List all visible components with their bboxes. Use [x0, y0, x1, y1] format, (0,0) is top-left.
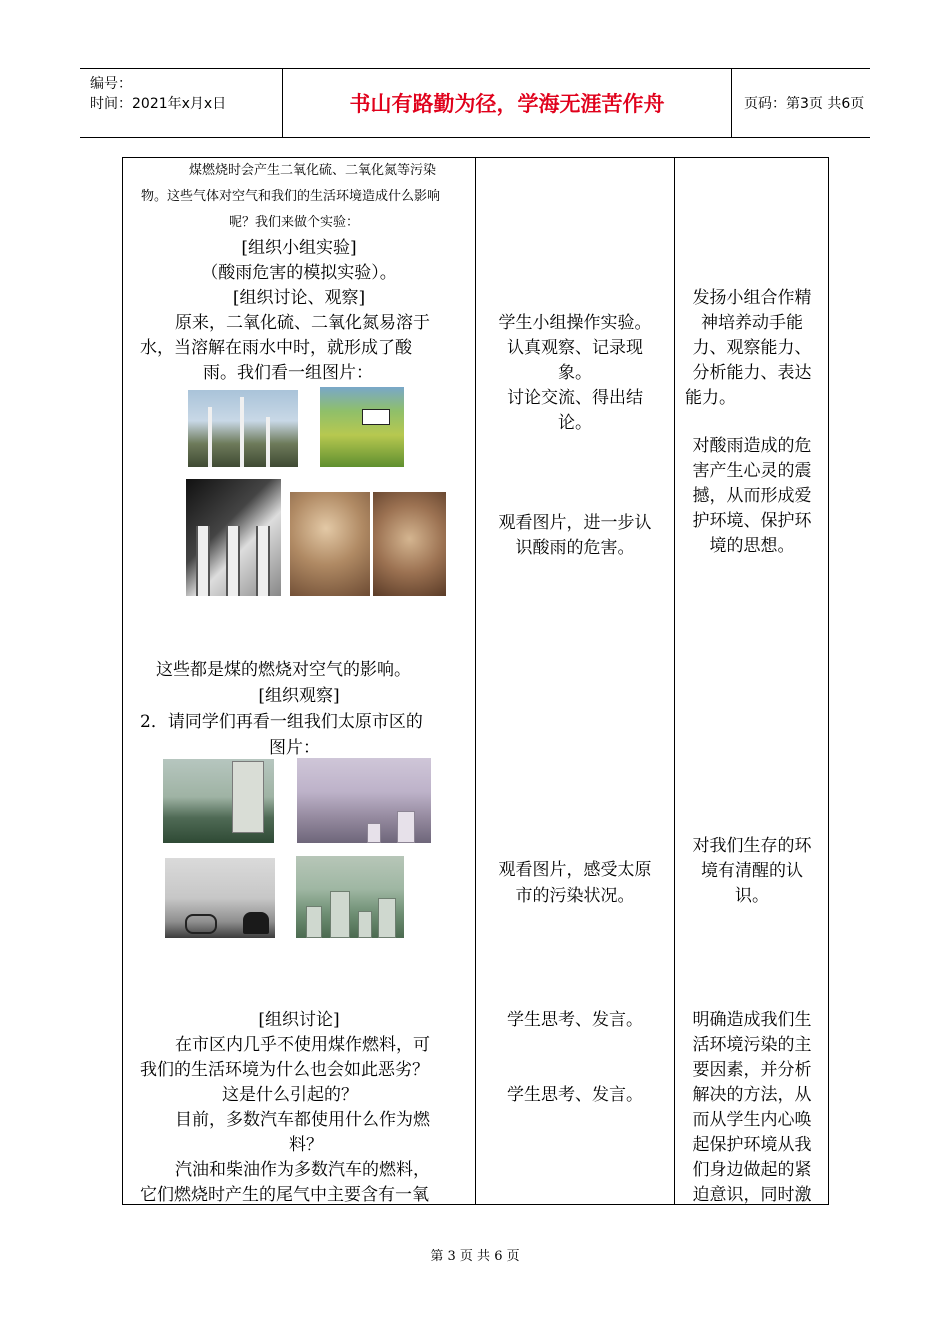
- teacher-activity-column: [123, 158, 475, 1204]
- student-activity-line: 论。: [558, 413, 592, 433]
- paragraph-line: 图片：: [269, 738, 320, 758]
- damaged-field-photo: [320, 387, 404, 467]
- student-activity-line: 观看图片，感受太原: [498, 860, 652, 880]
- intent-line: 境的思想。: [709, 536, 795, 556]
- paragraph-line: 目前，多数汽车都使用什么作为燃: [175, 1110, 430, 1130]
- intent-line: 而从学生内心唤: [692, 1110, 812, 1130]
- hazy-city-photo: [296, 856, 404, 938]
- student-activity-line: 认真观察、记录现: [507, 338, 643, 358]
- student-activity-line: 讨论交流、得出结: [507, 388, 643, 408]
- page-footer: 第 3 页 共 6 页: [430, 1249, 520, 1264]
- student-activity-line: 学生思考、发言。: [507, 1010, 643, 1030]
- lesson-table: [122, 157, 829, 1205]
- eroded-statue-photo: [290, 492, 370, 596]
- intent-line: 力、观察能力、: [692, 338, 812, 358]
- student-activity-line: 识酸雨的危害。: [515, 538, 635, 558]
- paragraph-line: 它们燃烧时产生的尾气中主要含有一氧: [140, 1185, 429, 1205]
- document-header: [80, 68, 870, 138]
- student-activity-line: 市的污染状况。: [515, 886, 635, 906]
- student-activity-line: 学生小组操作实验。: [498, 313, 652, 333]
- intro-line: 煤燃烧时会产生二氧化硫、二氧化氮等污染: [189, 163, 437, 178]
- paragraph-line: 水，当溶解在雨水中时，就形成了酸: [140, 338, 412, 358]
- student-activity-column: [476, 158, 674, 1204]
- intent-line: 护环境、保护环: [692, 511, 812, 531]
- student-activity-line: 观看图片，进一步认: [498, 513, 652, 533]
- paragraph-line: 雨。我们看一组图片：: [203, 363, 373, 383]
- time-label: 时间：2021年x月x日: [90, 96, 227, 112]
- intent-line: 害产生心灵的震: [692, 461, 812, 481]
- paragraph-line: 在市区内几乎不使用煤作燃料，可: [175, 1035, 430, 1055]
- intent-line: 们身边做起的紧: [692, 1160, 812, 1180]
- student-activity-line: 象。: [558, 363, 592, 383]
- section-heading: [组织小组实验]: [241, 238, 357, 258]
- intent-line: 神培养动手能: [701, 313, 803, 333]
- header-info: [80, 69, 280, 137]
- eroded-statue-photo: [373, 492, 446, 596]
- paragraph-line: 这是什么引起的？: [222, 1085, 358, 1105]
- code-label: 编号：: [90, 76, 132, 92]
- paragraph-line: 汽油和柴油作为多数汽车的燃料，: [175, 1160, 430, 1180]
- section-heading: [组织观察]: [258, 686, 340, 706]
- paragraph-line: 2．请同学们再看一组我们太原市区的: [140, 712, 423, 732]
- intent-line: 能力。: [685, 388, 736, 408]
- intent-line: 对酸雨造成的危: [692, 436, 812, 456]
- intent-line: 识。: [735, 886, 769, 906]
- intent-line: 起保护环境从我: [692, 1135, 812, 1155]
- intent-line: 分析能力、表达: [692, 363, 812, 383]
- foggy-street-photo: [165, 858, 275, 938]
- intro-line: 呢？我们来做个实验：: [229, 215, 360, 230]
- paragraph-line: 这些都是煤的燃烧对空气的影响。: [156, 660, 411, 680]
- section-heading: [组织讨论]: [258, 1010, 340, 1030]
- corroded-railing-photo: [186, 479, 281, 596]
- experiment-name: （酸雨危害的模拟实验）。: [201, 263, 397, 283]
- intent-line: 活环境污染的主: [692, 1035, 812, 1055]
- motto: 书山有路勤为径，学海无涯苦作舟: [349, 92, 665, 116]
- intent-line: 明确造成我们生: [692, 1010, 812, 1030]
- paragraph-line: 料？: [289, 1135, 323, 1155]
- intro-line: 物。这些气体对空气和我们的生活环境造成什么影响: [141, 189, 441, 204]
- intent-line: 迫意识，同时激: [692, 1185, 812, 1205]
- page-label: 页码：第3页 共6页: [744, 96, 865, 112]
- intent-line: 发扬小组合作精: [692, 288, 812, 308]
- paragraph-line: 我们的生活环境为什么也会如此恶劣？: [140, 1060, 429, 1080]
- smoggy-city-photo: [297, 758, 431, 843]
- design-intent-column: [675, 158, 829, 1204]
- intent-line: 要因素，并分析: [692, 1060, 812, 1080]
- section-heading: [组织讨论、观察]: [232, 288, 366, 308]
- city-skyline-photo: [163, 759, 274, 843]
- intent-line: 解决的方法，从: [692, 1085, 812, 1105]
- student-activity-line: 学生思考、发言。: [507, 1085, 643, 1105]
- intent-line: 对我们生存的环: [692, 836, 812, 856]
- dead-forest-photo: [188, 390, 298, 467]
- intent-line: 撼，从而形成爱: [692, 486, 812, 506]
- intent-line: 境有清醒的认: [701, 861, 803, 881]
- paragraph-line: 原来，二氧化硫、二氧化氮易溶于: [175, 313, 430, 333]
